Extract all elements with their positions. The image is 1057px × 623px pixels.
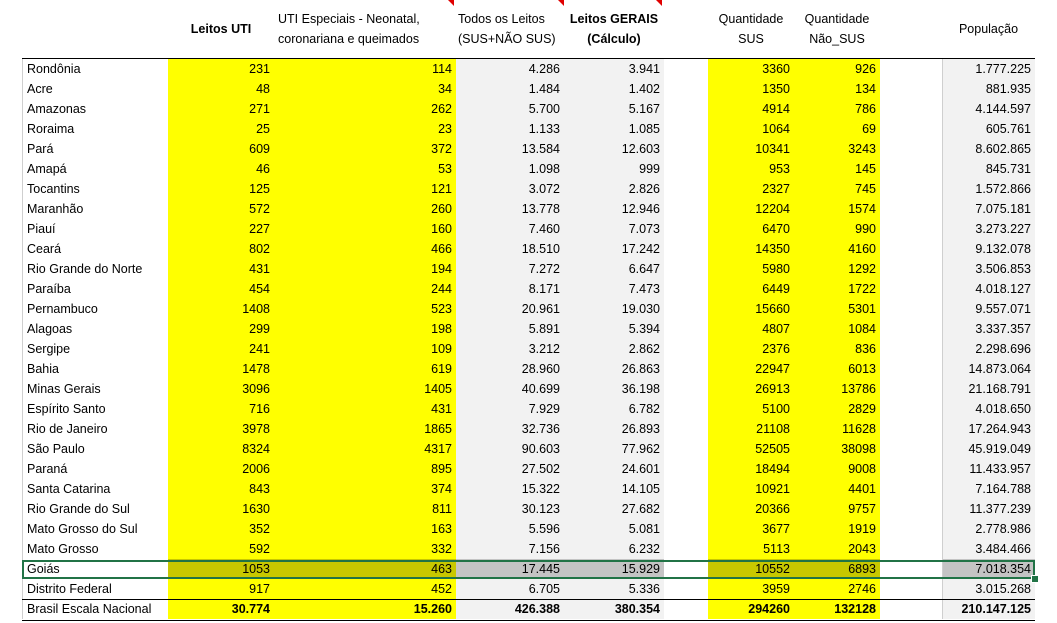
cell-leitos-uti[interactable]: 716 <box>168 399 274 419</box>
cell-leitos-gerais[interactable]: 3.941 <box>564 59 664 79</box>
cell-quantidade-nao-sus[interactable]: 6013 <box>794 359 880 379</box>
cell-populacao[interactable]: 2.298.696 <box>942 339 1035 359</box>
cell-state[interactable]: Pará <box>22 139 168 159</box>
header-todos-leitos-line2: (SUS+NÃO SUS) <box>458 32 556 46</box>
cell-quantidade-sus[interactable]: 1350 <box>708 79 794 99</box>
cell-quantidade-sus[interactable]: 21108 <box>708 419 794 439</box>
cell-leitos-uti[interactable]: 2006 <box>168 459 274 479</box>
cell-quantidade-sus[interactable]: 2327 <box>708 179 794 199</box>
cell-quantidade-nao-sus[interactable]: 38098 <box>794 439 880 459</box>
table-row[interactable] <box>0 139 1057 159</box>
cell-todos-leitos[interactable]: 15.322 <box>456 479 564 499</box>
cell-leitos-uti[interactable]: 241 <box>168 339 274 359</box>
cell-todos-leitos[interactable]: 8.171 <box>456 279 564 299</box>
cell-leitos-uti[interactable]: 231 <box>168 59 274 79</box>
cell-quantidade-sus[interactable]: 5113 <box>708 539 794 559</box>
cell-todos-leitos[interactable]: 40.699 <box>456 379 564 399</box>
cell-populacao[interactable]: 4.018.650 <box>942 399 1035 419</box>
cell-quantidade-nao-sus[interactable]: 990 <box>794 219 880 239</box>
cell-populacao[interactable]: 8.602.865 <box>942 139 1035 159</box>
cell-quantidade-nao-sus[interactable]: 9757 <box>794 499 880 519</box>
cell-todos-leitos[interactable]: 32.736 <box>456 419 564 439</box>
cell-state[interactable]: Acre <box>22 79 168 99</box>
cell-populacao[interactable]: 4.144.597 <box>942 99 1035 119</box>
table-row[interactable] <box>0 559 1057 579</box>
header-uti-especiais-line2: coronariana e queimados <box>278 32 420 46</box>
cell-quantidade-nao-sus[interactable]: 1292 <box>794 259 880 279</box>
table-row[interactable] <box>0 359 1057 379</box>
cell-leitos-gerais[interactable]: 7.073 <box>564 219 664 239</box>
cell-quantidade-sus[interactable]: 22947 <box>708 359 794 379</box>
cell-todos-leitos[interactable]: 27.502 <box>456 459 564 479</box>
cell-todos-leitos[interactable]: 17.445 <box>456 559 564 579</box>
cell-leitos-uti[interactable]: 1408 <box>168 299 274 319</box>
cell-uti-especiais[interactable]: 34 <box>274 79 456 99</box>
table-row[interactable] <box>0 239 1057 259</box>
cell-leitos-gerais[interactable]: 12.603 <box>564 139 664 159</box>
cell-todos-leitos[interactable]: 1.098 <box>456 159 564 179</box>
cell-leitos-uti[interactable]: 609 <box>168 139 274 159</box>
cell-state[interactable]: Amapá <box>22 159 168 179</box>
cell-state[interactable]: Santa Catarina <box>22 479 168 499</box>
cell-quantidade-nao-sus[interactable]: 786 <box>794 99 880 119</box>
cell-quantidade-nao-sus[interactable]: 69 <box>794 119 880 139</box>
cell-populacao[interactable]: 21.168.791 <box>942 379 1035 399</box>
cell-leitos-uti[interactable]: 1478 <box>168 359 274 379</box>
cell-todos-leitos[interactable]: 3.212 <box>456 339 564 359</box>
cell-quantidade-sus[interactable]: 10341 <box>708 139 794 159</box>
table-row[interactable] <box>0 159 1057 179</box>
table-row[interactable] <box>0 79 1057 99</box>
cell-leitos-uti[interactable]: 431 <box>168 259 274 279</box>
header-uti-especiais-line1: UTI Especiais - Neonatal, <box>278 12 420 26</box>
cell-leitos-gerais[interactable]: 36.198 <box>564 379 664 399</box>
cell-quantidade-sus[interactable]: 3959 <box>708 579 794 599</box>
table-row[interactable] <box>0 399 1057 419</box>
cell-todos-leitos[interactable]: 7.460 <box>456 219 564 239</box>
table-row[interactable] <box>0 319 1057 339</box>
table-row[interactable] <box>0 459 1057 479</box>
cell-todos-leitos[interactable]: 7.929 <box>456 399 564 419</box>
cell-quantidade-nao-sus[interactable]: 11628 <box>794 419 880 439</box>
cell-uti-especiais[interactable]: 262 <box>274 99 456 119</box>
total-divider <box>22 599 1035 600</box>
cell-uti-especiais[interactable]: 15.260 <box>274 599 456 619</box>
cell-populacao[interactable]: 3.337.357 <box>942 319 1035 339</box>
cell-leitos-uti[interactable]: 30.774 <box>168 599 274 619</box>
cell-todos-leitos[interactable]: 6.705 <box>456 579 564 599</box>
cell-populacao[interactable]: 3.015.268 <box>942 579 1035 599</box>
cell-quantidade-sus[interactable]: 52505 <box>708 439 794 459</box>
cell-populacao[interactable]: 881.935 <box>942 79 1035 99</box>
cell-state[interactable]: Brasil Escala Nacional <box>22 599 168 619</box>
cell-quantidade-sus[interactable]: 26913 <box>708 379 794 399</box>
table-row[interactable] <box>0 339 1057 359</box>
cell-populacao[interactable]: 2.778.986 <box>942 519 1035 539</box>
cell-quantidade-sus[interactable]: 5980 <box>708 259 794 279</box>
cell-quantidade-nao-sus[interactable]: 134 <box>794 79 880 99</box>
header-populacao-label: População <box>958 22 1019 36</box>
cell-quantidade-nao-sus[interactable]: 13786 <box>794 379 880 399</box>
cell-uti-especiais[interactable]: 895 <box>274 459 456 479</box>
cell-leitos-uti[interactable]: 1053 <box>168 559 274 579</box>
cell-leitos-uti[interactable]: 802 <box>168 239 274 259</box>
cell-todos-leitos[interactable]: 28.960 <box>456 359 564 379</box>
cell-state[interactable]: Minas Gerais <box>22 379 168 399</box>
cell-state[interactable]: Mato Grosso <box>22 539 168 559</box>
cell-uti-especiais[interactable]: 523 <box>274 299 456 319</box>
comment-marker-icon[interactable] <box>656 0 662 6</box>
cell-todos-leitos[interactable]: 5.596 <box>456 519 564 539</box>
cell-leitos-uti[interactable]: 843 <box>168 479 274 499</box>
header-uti-especiais[interactable] <box>278 0 454 58</box>
cell-leitos-gerais[interactable]: 380.354 <box>564 599 664 619</box>
cell-populacao[interactable]: 3.484.466 <box>942 539 1035 559</box>
cell-uti-especiais[interactable]: 163 <box>274 519 456 539</box>
cell-state[interactable]: Maranhão <box>22 199 168 219</box>
header-quantidade-nao-sus-line1: Quantidade <box>804 12 870 26</box>
cell-uti-especiais[interactable]: 160 <box>274 219 456 239</box>
cell-quantidade-nao-sus[interactable]: 1574 <box>794 199 880 219</box>
cell-quantidade-sus[interactable]: 5100 <box>708 399 794 419</box>
cell-quantidade-nao-sus[interactable]: 3243 <box>794 139 880 159</box>
cell-quantidade-nao-sus[interactable]: 1084 <box>794 319 880 339</box>
fill-handle[interactable] <box>1031 575 1039 583</box>
cell-quantidade-nao-sus[interactable]: 2829 <box>794 399 880 419</box>
header-leitos-uti[interactable] <box>168 0 274 58</box>
cell-uti-especiais[interactable]: 332 <box>274 539 456 559</box>
table-row[interactable] <box>0 379 1057 399</box>
cell-populacao[interactable]: 14.873.064 <box>942 359 1035 379</box>
table-row[interactable] <box>0 119 1057 139</box>
cell-leitos-gerais[interactable]: 77.962 <box>564 439 664 459</box>
cell-leitos-uti[interactable]: 572 <box>168 199 274 219</box>
cell-leitos-gerais[interactable]: 2.862 <box>564 339 664 359</box>
cell-populacao[interactable]: 45.919.049 <box>942 439 1035 459</box>
cell-quantidade-sus[interactable]: 4914 <box>708 99 794 119</box>
cell-leitos-gerais[interactable]: 19.030 <box>564 299 664 319</box>
cell-leitos-uti[interactable]: 917 <box>168 579 274 599</box>
cell-uti-especiais[interactable]: 23 <box>274 119 456 139</box>
cell-todos-leitos[interactable]: 7.272 <box>456 259 564 279</box>
cell-populacao[interactable]: 845.731 <box>942 159 1035 179</box>
cell-populacao[interactable]: 11.377.239 <box>942 499 1035 519</box>
cell-leitos-uti[interactable]: 8324 <box>168 439 274 459</box>
cell-state[interactable]: Paraíba <box>22 279 168 299</box>
cell-todos-leitos[interactable]: 5.891 <box>456 319 564 339</box>
cell-leitos-gerais[interactable]: 5.336 <box>564 579 664 599</box>
cell-todos-leitos[interactable]: 1.484 <box>456 79 564 99</box>
cell-quantidade-nao-sus[interactable]: 4401 <box>794 479 880 499</box>
cell-quantidade-sus[interactable]: 18494 <box>708 459 794 479</box>
cell-leitos-gerais[interactable]: 14.105 <box>564 479 664 499</box>
cell-quantidade-nao-sus[interactable]: 2043 <box>794 539 880 559</box>
cell-state[interactable]: Bahia <box>22 359 168 379</box>
cell-quantidade-sus[interactable]: 2376 <box>708 339 794 359</box>
cell-quantidade-sus[interactable]: 10552 <box>708 559 794 579</box>
table-row[interactable] <box>0 199 1057 219</box>
cell-todos-leitos[interactable]: 90.603 <box>456 439 564 459</box>
cell-state[interactable]: Tocantins <box>22 179 168 199</box>
cell-uti-especiais[interactable]: 1405 <box>274 379 456 399</box>
cell-state[interactable]: São Paulo <box>22 439 168 459</box>
table-row[interactable] <box>0 99 1057 119</box>
cell-uti-especiais[interactable]: 260 <box>274 199 456 219</box>
cell-uti-especiais[interactable]: 619 <box>274 359 456 379</box>
cell-quantidade-sus[interactable]: 4807 <box>708 319 794 339</box>
cell-state[interactable]: Sergipe <box>22 339 168 359</box>
cell-quantidade-sus[interactable]: 14350 <box>708 239 794 259</box>
cell-leitos-gerais[interactable]: 6.647 <box>564 259 664 279</box>
table-row[interactable] <box>0 299 1057 319</box>
cell-populacao[interactable]: 605.761 <box>942 119 1035 139</box>
cell-state[interactable]: Piauí <box>22 219 168 239</box>
cell-state[interactable]: Alagoas <box>22 319 168 339</box>
cell-todos-leitos[interactable]: 18.510 <box>456 239 564 259</box>
cell-leitos-gerais[interactable]: 26.863 <box>564 359 664 379</box>
cell-uti-especiais[interactable]: 372 <box>274 139 456 159</box>
cell-quantidade-sus[interactable]: 294260 <box>708 599 794 619</box>
cell-quantidade-sus[interactable]: 10921 <box>708 479 794 499</box>
cell-todos-leitos[interactable]: 13.778 <box>456 199 564 219</box>
cell-populacao[interactable]: 7.018.354 <box>942 559 1035 579</box>
cell-state[interactable]: Rio Grande do Norte <box>22 259 168 279</box>
cell-todos-leitos[interactable]: 3.072 <box>456 179 564 199</box>
cell-leitos-gerais[interactable]: 15.929 <box>564 559 664 579</box>
cell-todos-leitos[interactable]: 426.388 <box>456 599 564 619</box>
cell-leitos-uti[interactable]: 454 <box>168 279 274 299</box>
cell-leitos-uti[interactable]: 3978 <box>168 419 274 439</box>
cell-leitos-gerais[interactable]: 17.242 <box>564 239 664 259</box>
cell-quantidade-nao-sus[interactable]: 836 <box>794 339 880 359</box>
header-quantidade-sus-line1: Quantidade <box>718 12 784 26</box>
cell-leitos-uti[interactable]: 25 <box>168 119 274 139</box>
cell-populacao[interactable]: 7.075.181 <box>942 199 1035 219</box>
cell-uti-especiais[interactable]: 1865 <box>274 419 456 439</box>
header-leitos-uti-label: Leitos UTI <box>190 22 252 36</box>
cell-quantidade-sus[interactable]: 3677 <box>708 519 794 539</box>
cell-state[interactable]: Rondônia <box>22 59 168 79</box>
cell-quantidade-sus[interactable]: 15660 <box>708 299 794 319</box>
cell-state[interactable]: Rio Grande do Sul <box>22 499 168 519</box>
cell-state[interactable]: Paraná <box>22 459 168 479</box>
data-table <box>0 59 1057 619</box>
header-quantidade-nao-sus[interactable] <box>794 0 880 58</box>
cell-todos-leitos[interactable]: 13.584 <box>456 139 564 159</box>
cell-populacao[interactable]: 9.132.078 <box>942 239 1035 259</box>
cell-leitos-gerais[interactable]: 999 <box>564 159 664 179</box>
cell-quantidade-nao-sus[interactable]: 745 <box>794 179 880 199</box>
cell-uti-especiais[interactable]: 811 <box>274 499 456 519</box>
cell-todos-leitos[interactable]: 7.156 <box>456 539 564 559</box>
table-row[interactable] <box>0 279 1057 299</box>
bottom-divider <box>22 620 1035 621</box>
cell-uti-especiais[interactable]: 194 <box>274 259 456 279</box>
cell-uti-especiais[interactable]: 198 <box>274 319 456 339</box>
cell-state[interactable]: Espírito Santo <box>22 399 168 419</box>
header-todos-leitos[interactable] <box>458 0 562 58</box>
cell-leitos-uti[interactable]: 592 <box>168 539 274 559</box>
cell-uti-especiais[interactable]: 463 <box>274 559 456 579</box>
cell-todos-leitos[interactable]: 1.133 <box>456 119 564 139</box>
cell-leitos-uti[interactable]: 48 <box>168 79 274 99</box>
table-row[interactable] <box>0 579 1057 599</box>
cell-leitos-gerais[interactable]: 27.682 <box>564 499 664 519</box>
cell-leitos-gerais[interactable]: 6.782 <box>564 399 664 419</box>
cell-quantidade-sus[interactable]: 3360 <box>708 59 794 79</box>
cell-leitos-uti[interactable]: 227 <box>168 219 274 239</box>
cell-uti-especiais[interactable]: 244 <box>274 279 456 299</box>
cell-uti-especiais[interactable]: 431 <box>274 399 456 419</box>
cell-populacao[interactable]: 11.433.957 <box>942 459 1035 479</box>
header-leitos-gerais-line1: Leitos GERAIS <box>569 12 659 26</box>
cell-quantidade-nao-sus[interactable]: 2746 <box>794 579 880 599</box>
cell-quantidade-sus[interactable]: 1064 <box>708 119 794 139</box>
cell-todos-leitos[interactable]: 5.700 <box>456 99 564 119</box>
cell-uti-especiais[interactable]: 53 <box>274 159 456 179</box>
cell-leitos-uti[interactable]: 299 <box>168 319 274 339</box>
cell-uti-especiais[interactable]: 374 <box>274 479 456 499</box>
cell-quantidade-sus[interactable]: 6449 <box>708 279 794 299</box>
cell-quantidade-nao-sus[interactable]: 145 <box>794 159 880 179</box>
header-leitos-gerais-line2: (Cálculo) <box>587 32 641 46</box>
cell-leitos-uti[interactable]: 352 <box>168 519 274 539</box>
cell-quantidade-sus[interactable]: 6470 <box>708 219 794 239</box>
cell-populacao[interactable]: 210.147.125 <box>942 599 1035 619</box>
cell-leitos-gerais[interactable]: 12.946 <box>564 199 664 219</box>
cell-quantidade-nao-sus[interactable]: 4160 <box>794 239 880 259</box>
cell-quantidade-nao-sus[interactable]: 1722 <box>794 279 880 299</box>
cell-state[interactable]: Rio de Janeiro <box>22 419 168 439</box>
cell-leitos-uti[interactable]: 1630 <box>168 499 274 519</box>
cell-quantidade-nao-sus[interactable]: 5301 <box>794 299 880 319</box>
header-todos-leitos-line1: Todos os Leitos <box>458 12 545 26</box>
cell-quantidade-sus[interactable]: 20366 <box>708 499 794 519</box>
cell-populacao[interactable]: 9.557.071 <box>942 299 1035 319</box>
cell-state[interactable]: Amazonas <box>22 99 168 119</box>
cell-populacao[interactable]: 4.018.127 <box>942 279 1035 299</box>
cell-state[interactable]: Pernambuco <box>22 299 168 319</box>
cell-leitos-gerais[interactable]: 5.167 <box>564 99 664 119</box>
cell-state[interactable]: Mato Grosso do Sul <box>22 519 168 539</box>
table-row-total[interactable] <box>0 599 1057 619</box>
cell-populacao[interactable]: 1.777.225 <box>942 59 1035 79</box>
cell-uti-especiais[interactable]: 109 <box>274 339 456 359</box>
cell-leitos-gerais[interactable]: 1.402 <box>564 79 664 99</box>
cell-leitos-gerais[interactable]: 26.893 <box>564 419 664 439</box>
table-row[interactable] <box>0 439 1057 459</box>
cell-quantidade-nao-sus[interactable]: 9008 <box>794 459 880 479</box>
table-row[interactable] <box>0 179 1057 199</box>
cell-state[interactable]: Roraima <box>22 119 168 139</box>
cell-uti-especiais[interactable]: 121 <box>274 179 456 199</box>
cell-uti-especiais[interactable]: 114 <box>274 59 456 79</box>
cell-uti-especiais[interactable]: 452 <box>274 579 456 599</box>
header-leitos-gerais[interactable] <box>564 0 664 58</box>
cell-populacao[interactable]: 3.506.853 <box>942 259 1035 279</box>
cell-quantidade-nao-sus[interactable]: 6893 <box>794 559 880 579</box>
cell-populacao[interactable]: 1.572.866 <box>942 179 1035 199</box>
cell-state[interactable]: Ceará <box>22 239 168 259</box>
cell-quantidade-sus[interactable]: 12204 <box>708 199 794 219</box>
table-row[interactable] <box>0 419 1057 439</box>
table-row[interactable] <box>0 499 1057 519</box>
cell-leitos-gerais[interactable]: 1.085 <box>564 119 664 139</box>
cell-todos-leitos[interactable]: 20.961 <box>456 299 564 319</box>
table-row[interactable] <box>0 259 1057 279</box>
table-row[interactable] <box>0 519 1057 539</box>
cell-todos-leitos[interactable]: 4.286 <box>456 59 564 79</box>
table-row[interactable] <box>0 539 1057 559</box>
cell-populacao[interactable]: 3.273.227 <box>942 219 1035 239</box>
cell-quantidade-sus[interactable]: 953 <box>708 159 794 179</box>
cell-leitos-gerais[interactable]: 7.473 <box>564 279 664 299</box>
table-row[interactable] <box>0 219 1057 239</box>
cell-leitos-uti[interactable]: 46 <box>168 159 274 179</box>
cell-todos-leitos[interactable]: 30.123 <box>456 499 564 519</box>
header-quantidade-sus[interactable] <box>708 0 794 58</box>
header-quantidade-nao-sus-line2: Não_SUS <box>809 32 865 46</box>
cell-leitos-gerais[interactable]: 5.394 <box>564 319 664 339</box>
cell-leitos-uti[interactable]: 3096 <box>168 379 274 399</box>
cell-quantidade-nao-sus[interactable]: 1919 <box>794 519 880 539</box>
comment-marker-icon[interactable] <box>448 0 454 6</box>
cell-state[interactable]: Distrito Federal <box>22 579 168 599</box>
cell-quantidade-nao-sus[interactable]: 132128 <box>794 599 880 619</box>
cell-populacao[interactable]: 17.264.943 <box>942 419 1035 439</box>
cell-quantidade-nao-sus[interactable]: 926 <box>794 59 880 79</box>
cell-leitos-gerais[interactable]: 6.232 <box>564 539 664 559</box>
cell-leitos-gerais[interactable]: 2.826 <box>564 179 664 199</box>
cell-leitos-gerais[interactable]: 5.081 <box>564 519 664 539</box>
table-row[interactable] <box>0 479 1057 499</box>
cell-leitos-uti[interactable]: 125 <box>168 179 274 199</box>
table-row[interactable] <box>0 59 1057 79</box>
header-quantidade-sus-line2: SUS <box>738 32 764 46</box>
cell-uti-especiais[interactable]: 4317 <box>274 439 456 459</box>
cell-uti-especiais[interactable]: 466 <box>274 239 456 259</box>
cell-leitos-uti[interactable]: 271 <box>168 99 274 119</box>
cell-leitos-gerais[interactable]: 24.601 <box>564 459 664 479</box>
cell-state[interactable]: Goiás <box>22 559 168 579</box>
header-populacao[interactable] <box>942 0 1035 58</box>
cell-populacao[interactable]: 7.164.788 <box>942 479 1035 499</box>
